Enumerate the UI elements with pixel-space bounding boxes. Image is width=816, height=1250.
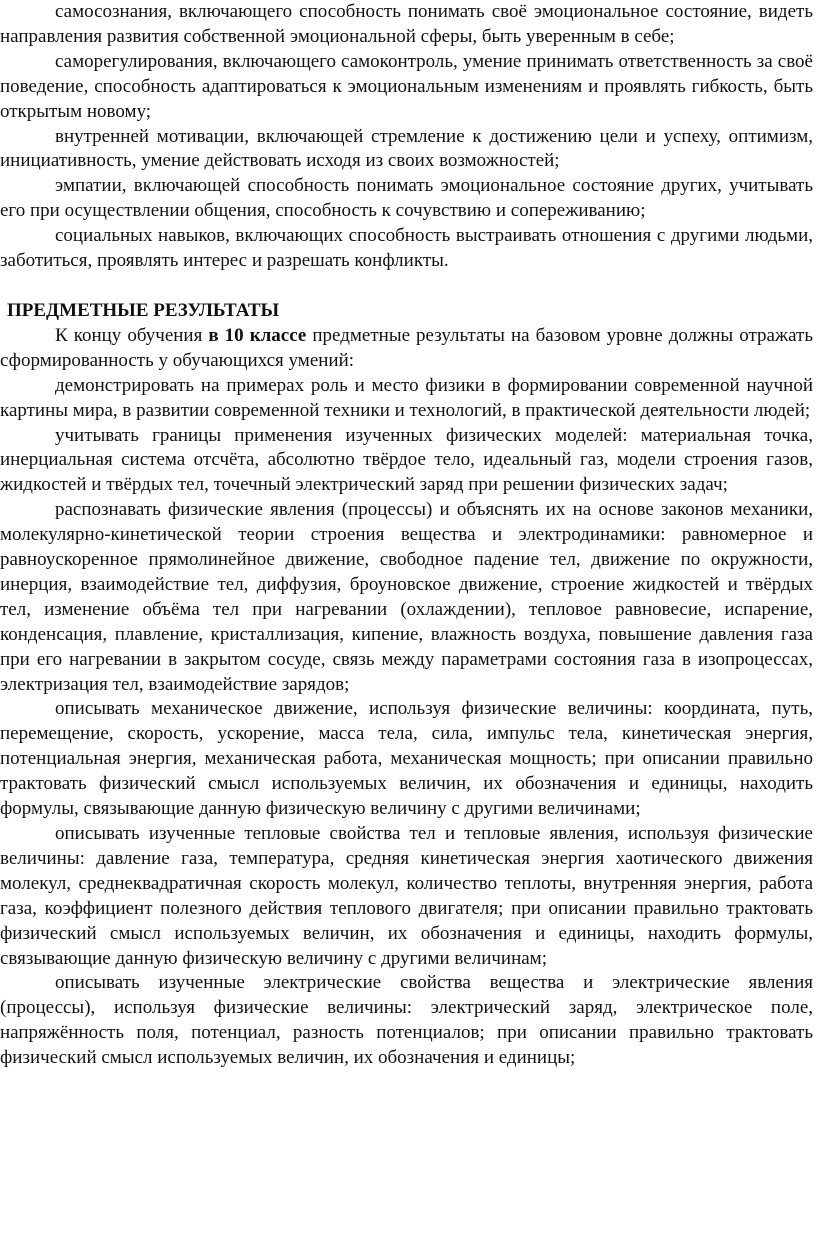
- section-heading: ПРЕДМЕТНЫЕ РЕЗУЛЬТАТЫ: [7, 299, 280, 321]
- section-lead-before: К концу обучения: [55, 324, 209, 346]
- result-item-model-limits: учитывать границы применения изученных физических моделей: материальная точка, инерциальная система отсчёта, абсолютно твёрдое тело, идеальный газ, модели строения газов, жидкостей и твёрдых тел, точечный электрический заряд при решении физических задач;: [0, 424, 813, 496]
- intro-item-self-regulation: саморегулирования, включающего самоконтроль, умение принимать ответственность за своё поведение, способность адаптироваться к эмоциональным изменениям и проявлять гибкость, быть открытым новому;: [0, 50, 813, 122]
- result-item-mechanical-motion: описывать механическое движение, используя физические величины: координата, путь, перемещение, скорость, ускорение, масса тела, сила, импульс тела, кинетическая энергия, потенциальная энергия, механическая работа, механическая мощность; при описании правильно трактовать физический смысл используемых величин, их обозначения и единицы, находить формулы, связывающие данную физическую величину с другими величинами;: [0, 698, 813, 820]
- section-lead-paragraph: [0, 324, 813, 374]
- intro-item-motivation: внутренней мотивации, включающей стремление к достижению цели и успеху, оптимизм, инициативность, умение действовать исходя из своих возможностей;: [0, 125, 813, 172]
- intro-item-social-skills: социальных навыков, включающих способность выстраивать отношения с другими людьми, заботиться, проявлять интерес и разрешать конфликты.: [0, 225, 813, 272]
- result-item-thermal-phenomena: описывать изученные тепловые свойства тел и тепловые явления, используя физические величины: давление газа, температура, средняя кинетическая энергия хаотического движения молекул, среднеквадратичная скорость молекул, количество теплоты, внутренняя энергия, работа газа, коэффициент полезного действия теплового двигателя; при описании правильно трактовать физический смысл используемых величин, их обозначения и единицы, находить формулы, связывающие данную физическую величину с другими величинам;: [0, 823, 813, 969]
- result-item-demonstrate: демонстрировать на примерах роль и место физики в формировании современной научной картины мира, в развитии современной техники и технологий, в практической деятельности людей;: [0, 374, 813, 421]
- result-item-electric-phenomena: описывать изученные электрические свойства вещества и электрические явления (процессы), используя физические величины: электрический заряд, электрическое поле, напряжённость поля, потенциал, разность потенциалов; при описании правильно трактовать физический смысл используемых величин, их обозначения и единицы;: [0, 972, 813, 1069]
- result-item-recognize-phenomena: распознавать физические явления (процессы) и объяснять их на основе законов механики, молекулярно-кинетической теории строения вещества и электродинамики: равномерное и равноускоренное прямолинейное движение, свободное падение тел, движение по окружности, инерция, взаимодействие тел, диффузия, броуновское движение, строение жидкостей и твёрдых тел, изменение объёма тел при нагревании (охлаждении), тепловое равновесие, испарение, конденсация, плавление, кристаллизация, кипение, влажность воздуха, повышение давления газа при его нагревании в закрытом сосуде, связь между параметрами состояния газа в изопроцессах, электризация тел, взаимодействие зарядов;: [0, 499, 813, 695]
- intro-item-self-awareness: самосознания, включающего способность понимать своё эмоциональное состояние, видеть направления развития собственной эмоциональной сферы, быть уверенным в себе;: [0, 1, 813, 47]
- intro-item-empathy: эмпатии, включающей способность понимать эмоциональное состояние других, учитывать его при осуществлении общения, способность к сочувствию и сопереживанию;: [0, 175, 813, 222]
- section-lead-bold: в 10 классе: [208, 324, 307, 346]
- section-lead-after: предметные результаты на базовом уровне должны отражать сформированность у обучающихся умений:: [0, 324, 813, 371]
